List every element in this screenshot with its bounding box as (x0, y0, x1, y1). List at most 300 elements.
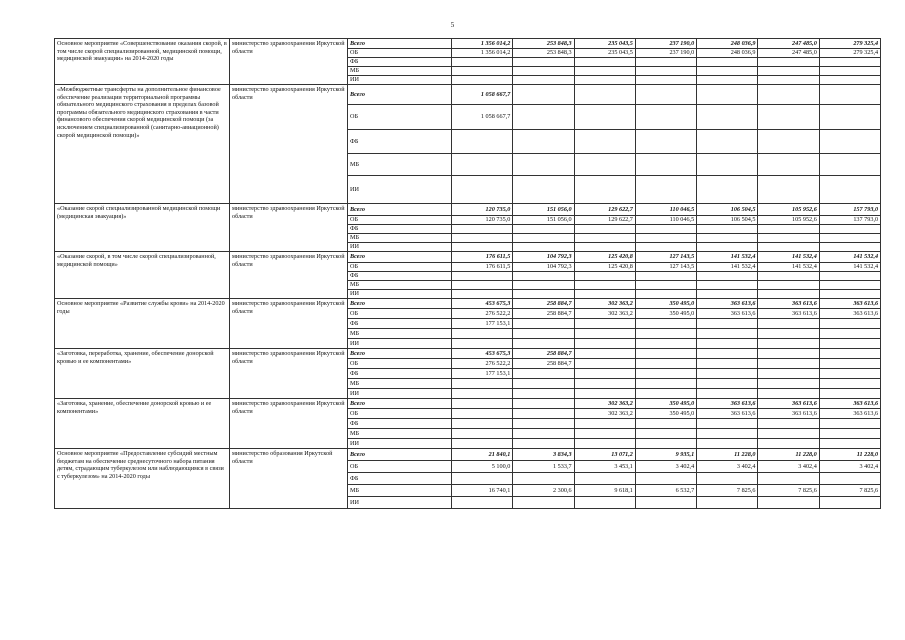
amount-cell (819, 272, 880, 281)
amount-cell: 3 402,4 (758, 461, 819, 473)
amount-cell (758, 389, 819, 399)
amount-cell (635, 349, 696, 359)
amount-cell (635, 176, 696, 204)
amount-cell (819, 243, 880, 252)
amount-cell: 1 533,7 (513, 461, 574, 473)
amount-cell: 350 495,0 (635, 409, 696, 419)
amount-cell (819, 497, 880, 509)
amount-cell: 363 613,6 (697, 299, 758, 309)
funding-source: МБ (348, 234, 452, 243)
amount-cell (574, 176, 635, 204)
amount-cell: 105 952,6 (758, 204, 819, 216)
amount-cell (635, 439, 696, 449)
amount-cell (513, 85, 574, 105)
amount-cell (513, 154, 574, 176)
funding-source: ИИ (348, 176, 452, 204)
amount-cell (819, 58, 880, 67)
amount-cell (574, 319, 635, 329)
funding-source: ОБ (348, 216, 452, 225)
amount-cell: 177 153,1 (452, 319, 513, 329)
funding-source: ФБ (348, 130, 452, 154)
amount-cell: 157 793,0 (819, 204, 880, 216)
program-name: Основное мероприятие «Развитие службы крови» на 2014-2020 годы (55, 299, 230, 349)
amount-cell (635, 329, 696, 339)
amount-cell: 258 884,7 (513, 349, 574, 359)
amount-cell (574, 243, 635, 252)
program-executor: министерство здравоохранения Иркутской области (230, 204, 348, 252)
amount-cell (452, 272, 513, 281)
amount-cell (819, 76, 880, 85)
amount-cell: 7 825,6 (819, 485, 880, 497)
amount-cell (697, 497, 758, 509)
amount-cell: 276 522,2 (452, 309, 513, 319)
table-row (55, 39, 881, 49)
amount-cell (513, 76, 574, 85)
amount-cell (452, 176, 513, 204)
amount-cell: 247 485,0 (758, 49, 819, 58)
amount-cell (513, 290, 574, 299)
amount-cell: 11 228,0 (697, 449, 758, 461)
amount-cell (452, 58, 513, 67)
funding-source: ФБ (348, 369, 452, 379)
amount-cell: 120 735,0 (452, 216, 513, 225)
program-name: «Оказание скорой, в том числе скорой специализированной, медицинской помощи» (55, 252, 230, 299)
funding-source: ОБ (348, 409, 452, 419)
amount-cell (697, 67, 758, 76)
amount-cell: 363 613,6 (758, 399, 819, 409)
program-executor: министерство здравоохранения Иркутской области (230, 252, 348, 299)
amount-cell: 237 190,0 (635, 49, 696, 58)
amount-cell (819, 359, 880, 369)
amount-cell (635, 359, 696, 369)
amount-cell (513, 419, 574, 429)
amount-cell (697, 272, 758, 281)
funding-source: МБ (348, 281, 452, 290)
amount-cell (513, 281, 574, 290)
amount-cell: 453 675,3 (452, 349, 513, 359)
amount-cell: 141 532,4 (758, 252, 819, 263)
amount-cell (513, 429, 574, 439)
amount-cell (513, 234, 574, 243)
amount-cell: 363 613,6 (819, 399, 880, 409)
amount-cell: 120 735,0 (452, 204, 513, 216)
amount-cell (513, 176, 574, 204)
amount-cell (697, 130, 758, 154)
amount-cell (452, 329, 513, 339)
amount-cell: 125 420,8 (574, 263, 635, 272)
amount-cell (513, 105, 574, 130)
amount-cell (574, 154, 635, 176)
amount-cell (452, 419, 513, 429)
amount-cell (513, 319, 574, 329)
amount-cell (635, 243, 696, 252)
amount-cell: 3 453,1 (574, 461, 635, 473)
amount-cell: 151 056,0 (513, 204, 574, 216)
funding-source: ОБ (348, 359, 452, 369)
program-executor: министерство здравоохранения Иркутской области (230, 349, 348, 399)
amount-cell (819, 419, 880, 429)
amount-cell (758, 290, 819, 299)
amount-cell: 16 740,1 (452, 485, 513, 497)
amount-cell (574, 349, 635, 359)
amount-cell: 258 884,7 (513, 299, 574, 309)
funding-source: ИИ (348, 290, 452, 299)
amount-cell (758, 379, 819, 389)
amount-cell: 106 504,5 (697, 216, 758, 225)
amount-cell (574, 379, 635, 389)
table-row (55, 299, 881, 309)
amount-cell: 235 043,5 (574, 49, 635, 58)
amount-cell (758, 369, 819, 379)
amount-cell (513, 379, 574, 389)
amount-cell (758, 429, 819, 439)
amount-cell: 248 036,9 (697, 49, 758, 58)
funding-source: ОБ (348, 461, 452, 473)
amount-cell (697, 176, 758, 204)
amount-cell: 11 228,0 (758, 449, 819, 461)
funding-source: Всего (348, 85, 452, 105)
amount-cell (819, 379, 880, 389)
amount-cell (819, 234, 880, 243)
amount-cell (574, 329, 635, 339)
amount-cell: 141 532,4 (819, 252, 880, 263)
amount-cell: 302 363,2 (574, 409, 635, 419)
amount-cell (819, 329, 880, 339)
funding-source: ОБ (348, 263, 452, 272)
amount-cell (758, 419, 819, 429)
amount-cell (697, 281, 758, 290)
amount-cell: 125 420,8 (574, 252, 635, 263)
program-name: «Заготовка, хранение, обеспечение донорской кровью и ее компонентами» (55, 399, 230, 449)
amount-cell: 21 840,1 (452, 449, 513, 461)
amount-cell (758, 473, 819, 485)
amount-cell (697, 379, 758, 389)
amount-cell: 3 402,4 (819, 461, 880, 473)
amount-cell: 141 532,4 (758, 263, 819, 272)
amount-cell (758, 225, 819, 234)
amount-cell: 258 884,7 (513, 309, 574, 319)
amount-cell: 279 325,4 (819, 39, 880, 49)
funding-source: Всего (348, 349, 452, 359)
program-name: Основное мероприятие «Предоставление субсидий местным бюджетам на обеспечение среднесуточного набора питания детям, страдающим туберкулезом или наблюдающимся в связи с туберкулезом» на 2014-2020 годы (55, 449, 230, 509)
funding-source: Всего (348, 39, 452, 49)
budget-table (54, 38, 881, 509)
amount-cell (452, 234, 513, 243)
amount-cell: 363 613,6 (758, 299, 819, 309)
amount-cell (635, 234, 696, 243)
amount-cell: 151 056,0 (513, 216, 574, 225)
amount-cell (452, 281, 513, 290)
amount-cell (513, 497, 574, 509)
funding-source: МБ (348, 154, 452, 176)
funding-source: ФБ (348, 419, 452, 429)
funding-source: ФБ (348, 473, 452, 485)
amount-cell (574, 85, 635, 105)
amount-cell (574, 58, 635, 67)
amount-cell (452, 225, 513, 234)
amount-cell (635, 290, 696, 299)
amount-cell (452, 339, 513, 349)
amount-cell: 363 613,6 (819, 409, 880, 419)
amount-cell (697, 349, 758, 359)
amount-cell (697, 429, 758, 439)
amount-cell: 129 622,7 (574, 216, 635, 225)
amount-cell (635, 58, 696, 67)
amount-cell: 363 613,6 (819, 299, 880, 309)
amount-cell: 105 952,6 (758, 216, 819, 225)
amount-cell: 3 402,4 (697, 461, 758, 473)
program-executor: министерство образования Иркутской области (230, 449, 348, 509)
amount-cell (697, 389, 758, 399)
amount-cell (452, 439, 513, 449)
amount-cell: 9 618,1 (574, 485, 635, 497)
amount-cell (513, 369, 574, 379)
amount-cell (697, 85, 758, 105)
amount-cell (758, 281, 819, 290)
amount-cell (513, 329, 574, 339)
amount-cell (758, 154, 819, 176)
amount-cell (574, 225, 635, 234)
funding-source: ИИ (348, 243, 452, 252)
amount-cell (758, 349, 819, 359)
amount-cell (697, 329, 758, 339)
amount-cell: 141 532,4 (697, 263, 758, 272)
program-name: «Межбюджетные трансферты на дополнительное финансовое обеспечение реализации территориальной программы обязательного медицинского страхования в пределах базовой программы обязательного медицинского страхования в части финансового обеспечения скорой медицинской помощи (за исключением специализированной (санитарно-авиационной) скорой медицинской помощи)» (55, 85, 230, 204)
table-row (55, 85, 881, 105)
program-executor: министерство здравоохранения Иркутской области (230, 299, 348, 349)
amount-cell: 13 071,2 (574, 449, 635, 461)
amount-cell (452, 409, 513, 419)
amount-cell: 127 143,5 (635, 252, 696, 263)
amount-cell (452, 243, 513, 252)
amount-cell (758, 234, 819, 243)
funding-source: ИИ (348, 439, 452, 449)
amount-cell (819, 319, 880, 329)
amount-cell (635, 429, 696, 439)
amount-cell (697, 243, 758, 252)
amount-cell: 104 792,3 (513, 263, 574, 272)
amount-cell: 237 190,0 (635, 39, 696, 49)
amount-cell (574, 67, 635, 76)
program-executor: министерство здравоохранения Иркутской области (230, 39, 348, 85)
amount-cell (635, 319, 696, 329)
amount-cell (574, 439, 635, 449)
amount-cell (819, 67, 880, 76)
amount-cell (758, 339, 819, 349)
program-name: Основное мероприятие «Совершенствование оказания скорой, в том числе скорой специализированной, медицинской помощи, медицинской эвакуации» на 2014-2020 годы (55, 39, 230, 85)
amount-cell: 9 935,1 (635, 449, 696, 461)
amount-cell (635, 154, 696, 176)
amount-cell: 248 036,9 (697, 39, 758, 49)
amount-cell (758, 58, 819, 67)
amount-cell (452, 389, 513, 399)
amount-cell (697, 225, 758, 234)
amount-cell (819, 389, 880, 399)
funding-source: ОБ (348, 105, 452, 130)
table-row (55, 252, 881, 263)
amount-cell: 276 522,2 (452, 359, 513, 369)
funding-source: ФБ (348, 319, 452, 329)
funding-source: Всего (348, 204, 452, 216)
amount-cell (635, 130, 696, 154)
amount-cell (574, 339, 635, 349)
amount-cell (758, 76, 819, 85)
amount-cell: 453 675,3 (452, 299, 513, 309)
amount-cell (697, 339, 758, 349)
amount-cell: 110 046,5 (635, 204, 696, 216)
amount-cell (635, 379, 696, 389)
amount-cell: 363 613,6 (697, 409, 758, 419)
amount-cell (513, 409, 574, 419)
amount-cell (819, 290, 880, 299)
amount-cell: 302 363,2 (574, 309, 635, 319)
amount-cell (635, 339, 696, 349)
amount-cell: 104 792,3 (513, 252, 574, 263)
amount-cell: 7 825,6 (697, 485, 758, 497)
amount-cell (452, 130, 513, 154)
amount-cell (513, 67, 574, 76)
amount-cell: 176 611,5 (452, 252, 513, 263)
program-name: «Оказание скорой специализированной медицинской помощи (медицинская эвакуация)» (55, 204, 230, 252)
amount-cell: 1 356 014,2 (452, 49, 513, 58)
table-row (55, 399, 881, 409)
amount-cell (635, 419, 696, 429)
amount-cell (758, 497, 819, 509)
amount-cell (635, 85, 696, 105)
amount-cell: 253 848,3 (513, 39, 574, 49)
amount-cell: 3 834,3 (513, 449, 574, 461)
amount-cell: 253 848,3 (513, 49, 574, 58)
program-executor: министерство здравоохранения Иркутской области (230, 399, 348, 449)
funding-source: ИИ (348, 76, 452, 85)
page-number: 5 (450, 21, 455, 29)
amount-cell (819, 369, 880, 379)
amount-cell (697, 439, 758, 449)
amount-cell (819, 429, 880, 439)
amount-cell (819, 439, 880, 449)
amount-cell (697, 58, 758, 67)
funding-source: МБ (348, 485, 452, 497)
amount-cell: 1 356 014,2 (452, 39, 513, 49)
amount-cell (819, 176, 880, 204)
table-row (55, 449, 881, 461)
amount-cell: 350 495,0 (635, 399, 696, 409)
amount-cell (452, 290, 513, 299)
amount-cell: 350 495,0 (635, 299, 696, 309)
amount-cell (758, 329, 819, 339)
amount-cell (819, 85, 880, 105)
amount-cell: 141 532,4 (819, 263, 880, 272)
funding-source: ФБ (348, 58, 452, 67)
funding-source: Всего (348, 252, 452, 263)
amount-cell (635, 369, 696, 379)
amount-cell: 363 613,6 (697, 399, 758, 409)
funding-source: ОБ (348, 309, 452, 319)
amount-cell (635, 497, 696, 509)
amount-cell: 177 153,1 (452, 369, 513, 379)
amount-cell: 1 058 667,7 (452, 105, 513, 130)
funding-source: МБ (348, 329, 452, 339)
amount-cell (758, 67, 819, 76)
amount-cell (697, 319, 758, 329)
amount-cell (513, 243, 574, 252)
amount-cell: 110 046,5 (635, 216, 696, 225)
amount-cell (452, 379, 513, 389)
amount-cell: 141 532,4 (697, 252, 758, 263)
amount-cell: 106 504,5 (697, 204, 758, 216)
amount-cell: 7 825,6 (758, 485, 819, 497)
amount-cell (635, 105, 696, 130)
amount-cell (758, 359, 819, 369)
amount-cell (758, 130, 819, 154)
amount-cell (819, 105, 880, 130)
amount-cell (574, 473, 635, 485)
amount-cell: 302 363,2 (574, 299, 635, 309)
funding-source: ИИ (348, 497, 452, 509)
amount-cell (513, 389, 574, 399)
amount-cell (452, 399, 513, 409)
amount-cell (452, 473, 513, 485)
amount-cell (697, 154, 758, 176)
amount-cell: 363 613,6 (819, 309, 880, 319)
amount-cell (574, 369, 635, 379)
amount-cell (452, 497, 513, 509)
amount-cell: 235 043,5 (574, 39, 635, 49)
amount-cell (513, 473, 574, 485)
amount-cell (819, 225, 880, 234)
amount-cell (758, 176, 819, 204)
amount-cell (452, 154, 513, 176)
amount-cell (758, 105, 819, 130)
amount-cell (574, 359, 635, 369)
table-row (55, 204, 881, 216)
amount-cell (758, 319, 819, 329)
amount-cell (697, 234, 758, 243)
amount-cell (635, 76, 696, 85)
funding-source: ФБ (348, 225, 452, 234)
amount-cell (697, 419, 758, 429)
amount-cell: 350 495,0 (635, 309, 696, 319)
amount-cell: 302 363,2 (574, 399, 635, 409)
amount-cell: 363 613,6 (758, 309, 819, 319)
amount-cell: 129 622,7 (574, 204, 635, 216)
amount-cell (758, 272, 819, 281)
amount-cell: 247 485,0 (758, 39, 819, 49)
amount-cell (819, 473, 880, 485)
amount-cell: 137 793,0 (819, 216, 880, 225)
amount-cell: 127 143,5 (635, 263, 696, 272)
amount-cell (697, 473, 758, 485)
amount-cell (635, 272, 696, 281)
amount-cell (697, 105, 758, 130)
amount-cell: 363 613,6 (758, 409, 819, 419)
amount-cell (574, 281, 635, 290)
amount-cell: 11 228,0 (819, 449, 880, 461)
amount-cell (452, 429, 513, 439)
amount-cell: 2 300,6 (513, 485, 574, 497)
amount-cell (697, 76, 758, 85)
amount-cell (819, 154, 880, 176)
amount-cell (819, 339, 880, 349)
amount-cell (758, 243, 819, 252)
amount-cell: 3 402,4 (635, 461, 696, 473)
amount-cell (635, 281, 696, 290)
amount-cell (635, 389, 696, 399)
amount-cell (513, 225, 574, 234)
amount-cell (574, 234, 635, 243)
amount-cell (635, 473, 696, 485)
amount-cell (819, 130, 880, 154)
